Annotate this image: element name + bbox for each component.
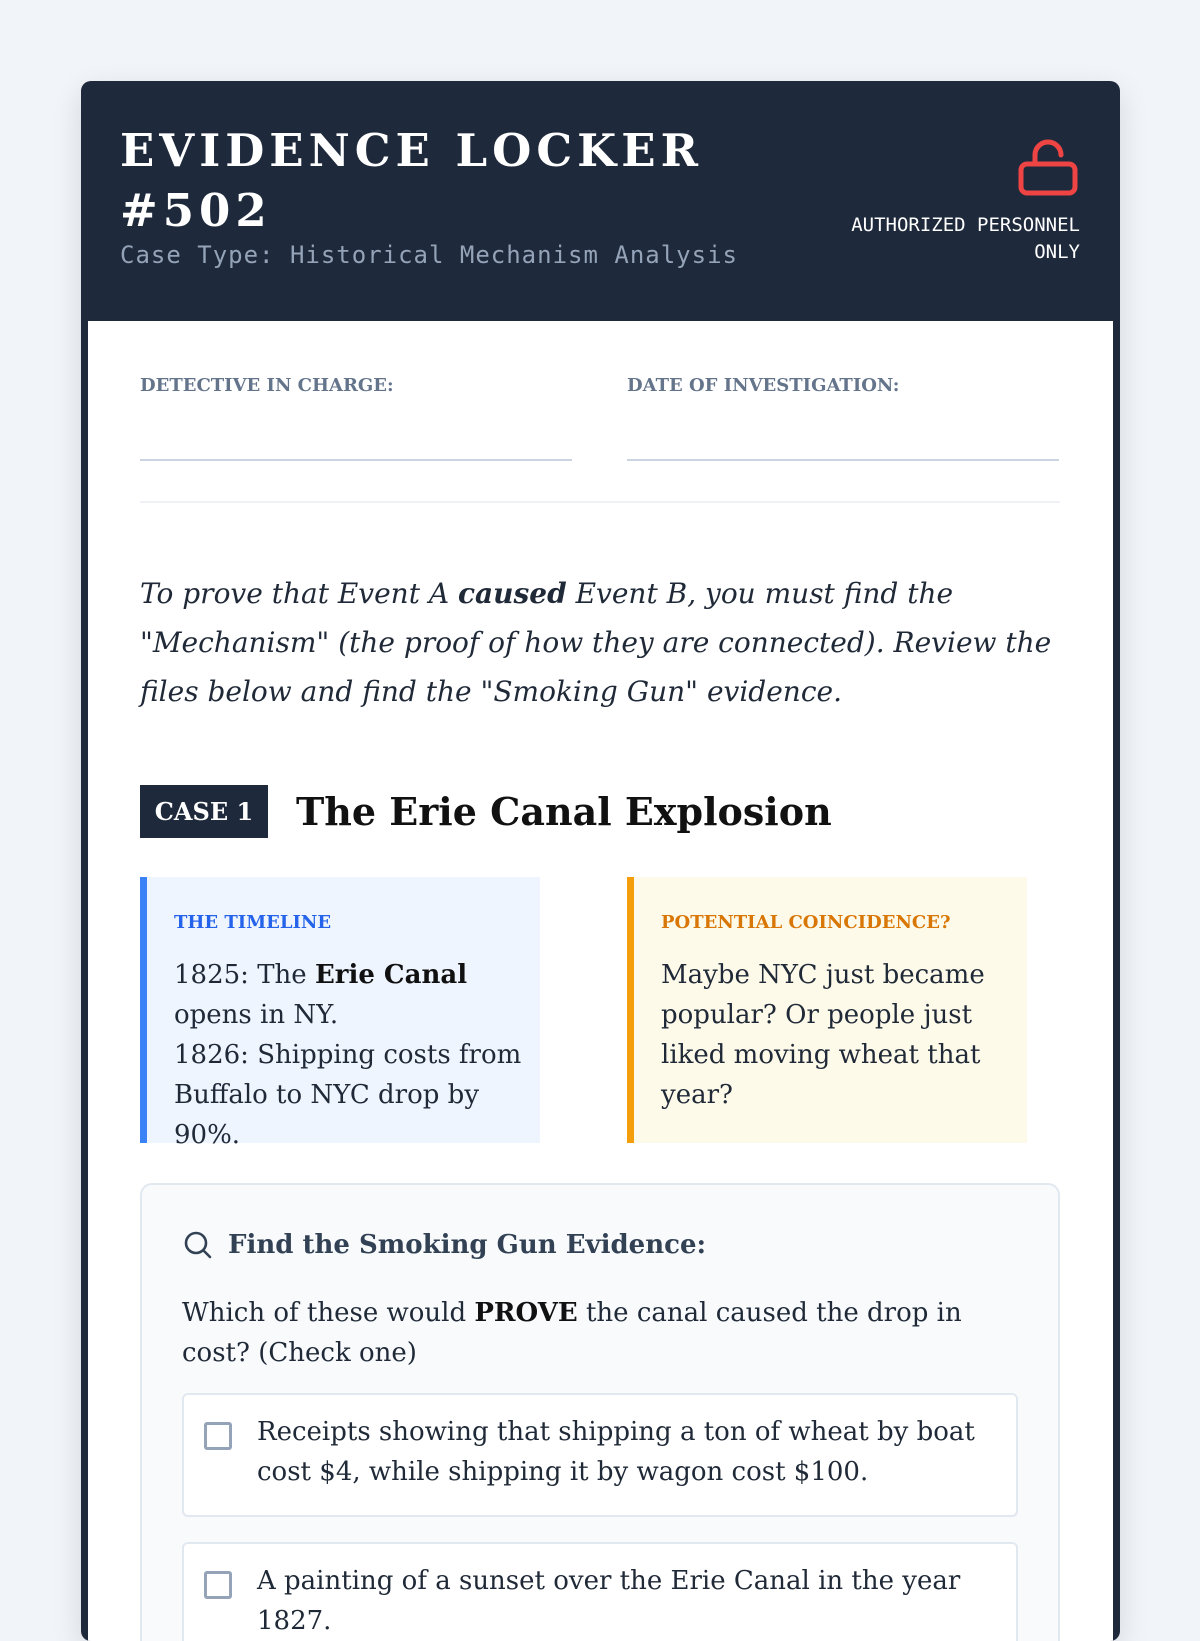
intro-emphasis: caused [457, 577, 567, 610]
evidence-heading [182, 1229, 706, 1261]
option-checkbox[interactable] [204, 1571, 232, 1599]
option-checkbox[interactable] [204, 1422, 232, 1450]
worksheet-content [88, 321, 1113, 1641]
evidence-option-receipts[interactable] [182, 1393, 1018, 1517]
evidence-locker-card [81, 81, 1120, 1641]
case-title: The Erie Canal Explosion [296, 789, 832, 834]
date-input-line[interactable] [627, 459, 1059, 461]
locker-header [81, 81, 1120, 321]
option-text: Receipts showing that shipping a ton of wheat by boat cost $4, while shipping it by wagon cost $100. [257, 1417, 975, 1487]
question-bold: PROVE [474, 1298, 578, 1328]
evidence-option-painting[interactable] [182, 1542, 1018, 1641]
evidence-question [182, 1293, 1022, 1373]
case-type-subtitle: Case Type: Historical Mechanism Analysis [120, 241, 738, 269]
question-start: Which of these would [182, 1298, 475, 1328]
timeline-line1-bold: Erie Canal [314, 960, 468, 990]
unlock-icon [1016, 135, 1080, 199]
evidence-title: Find the Smoking Gun Evidence: [228, 1230, 707, 1260]
timeline-text [174, 955, 544, 1155]
detective-input-line[interactable] [140, 459, 572, 461]
timeline-line1-end: opens in NY. [174, 1000, 339, 1030]
search-icon [182, 1229, 214, 1261]
evidence-panel [140, 1183, 1060, 1641]
date-label: DATE OF INVESTIGATION: [627, 375, 900, 396]
intro-text-start: To prove that Event A [140, 577, 458, 610]
question-end: the canal caused the drop in cost? (Check one) [182, 1298, 962, 1368]
timeline-line2: 1826: Shipping costs from Buffalo to NYC drop by 90%. [174, 1040, 522, 1150]
coincidence-text: Maybe NYC just became popular? Or people just liked moving wheat that year? [661, 960, 985, 1110]
timeline-box [140, 877, 540, 1150]
timeline-line1-start: 1825: The [174, 960, 315, 990]
page-title: EVIDENCE LOCKER #502 [120, 124, 703, 237]
option-text: A painting of a sunset over the Erie Canal in the year 1827. [257, 1566, 961, 1636]
coincidence-label: POTENTIAL COINCIDENCE? [661, 912, 951, 933]
detective-label: DETECTIVE IN CHARGE: [140, 375, 394, 396]
case-badge: CASE 1 [140, 785, 268, 838]
intro-text-end: Event B, you must find the "Mechanism" (the proof of how they are connected). Review the files below and find the "Smoking Gun" evidence. [140, 577, 1052, 708]
detective-field [140, 375, 572, 396]
timeline-label: THE TIMELINE [174, 912, 332, 933]
intro-instructions [140, 569, 1065, 716]
authorized-personnel-notice: AUTHORIZED PERSONNEL ONLY [851, 214, 1080, 263]
coincidence-box [627, 877, 1027, 1143]
section-divider [140, 501, 1060, 503]
date-field [627, 375, 1059, 396]
